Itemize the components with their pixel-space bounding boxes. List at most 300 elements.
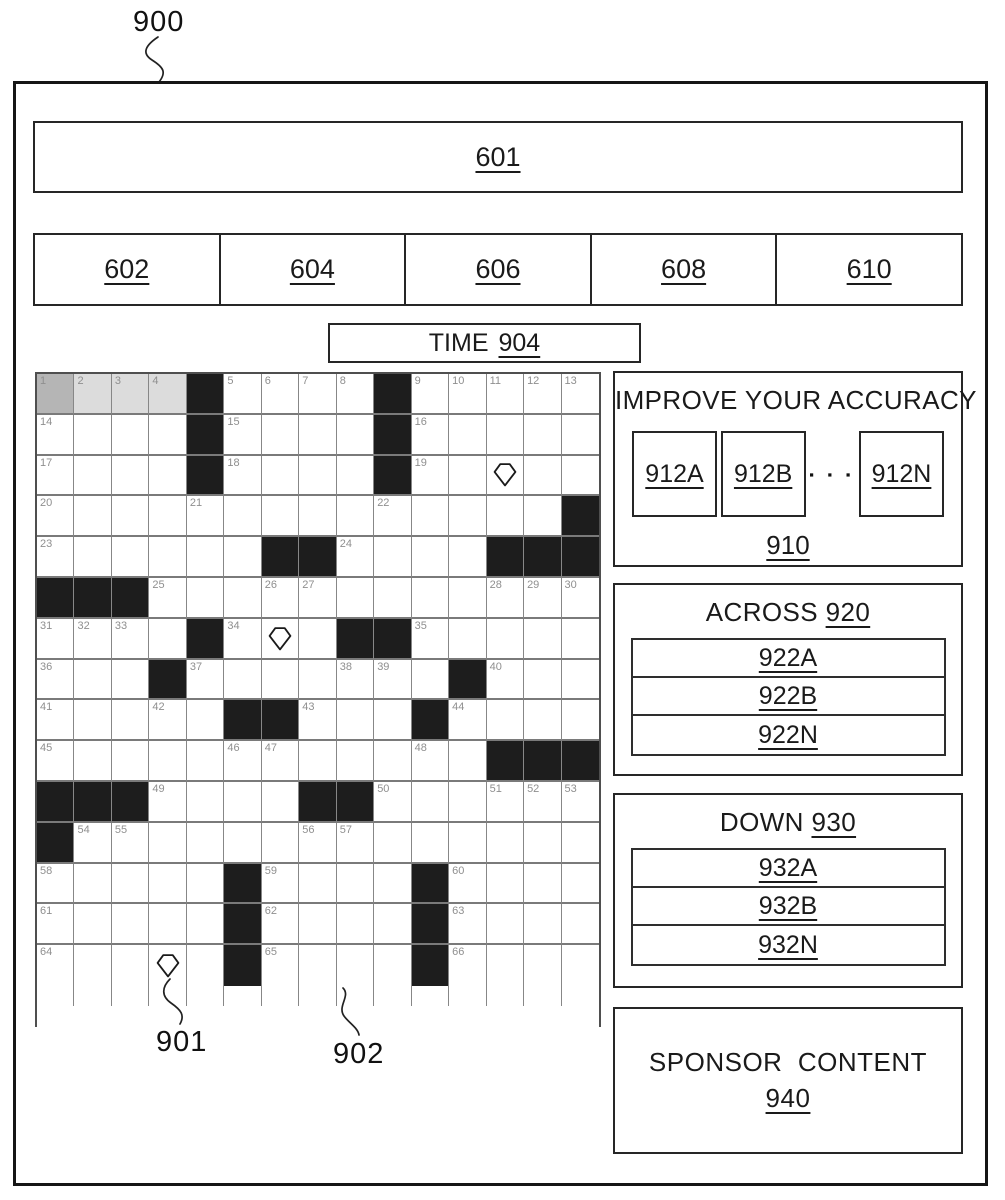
grid-cell[interactable] (562, 700, 599, 741)
grid-cell[interactable] (187, 578, 224, 619)
grid-cell[interactable] (412, 374, 449, 415)
grid-clipped-line-stub (562, 986, 599, 1006)
cell-number: 42 (152, 701, 165, 714)
grid-cell[interactable] (337, 537, 374, 578)
cell-number: 53 (564, 782, 577, 795)
toolbar-item-label: 610 (846, 254, 892, 284)
grid-cell[interactable] (374, 945, 411, 986)
grid-cell[interactable] (524, 660, 561, 701)
grid-cell[interactable] (37, 496, 74, 537)
down-panel (613, 793, 963, 988)
cell-number: 46 (227, 742, 240, 755)
grid-cell[interactable] (562, 823, 599, 864)
grid-cell[interactable] (149, 496, 186, 537)
grid-cell[interactable] (374, 741, 411, 782)
grid-cell[interactable] (299, 660, 336, 701)
grid-cell[interactable] (374, 700, 411, 741)
grid-cell[interactable] (374, 823, 411, 864)
grid-cell[interactable] (524, 619, 561, 660)
grid-cell[interactable] (149, 782, 186, 823)
down-clue-item-932b[interactable] (633, 888, 944, 926)
grid-cell[interactable] (337, 578, 374, 619)
grid-cell[interactable] (74, 374, 111, 415)
grid-black-cell (37, 823, 74, 864)
across-clue-item-922b[interactable] (633, 678, 944, 716)
grid-cell[interactable] (487, 864, 524, 905)
grid-cell[interactable] (374, 782, 411, 823)
grid-cell[interactable] (412, 741, 449, 782)
accuracy-card-912n[interactable] (859, 431, 944, 517)
grid-cell[interactable] (449, 374, 486, 415)
grid-cell[interactable] (149, 823, 186, 864)
grid-clipped-line-stub (112, 986, 149, 1006)
cell-number: 62 (264, 905, 278, 918)
grid-cell[interactable] (187, 904, 224, 945)
grid-cell[interactable] (562, 619, 599, 660)
grid-cell[interactable] (112, 864, 149, 905)
grid-clipped-line-stub (74, 986, 111, 1006)
diamond-hint-icon (267, 625, 293, 652)
across-clue-item-922a[interactable] (633, 640, 944, 678)
grid-cell[interactable] (524, 496, 561, 537)
cell-number: 47 (264, 742, 278, 755)
grid-black-cell (562, 496, 599, 537)
grid-cell[interactable] (562, 945, 599, 986)
grid-black-cell (337, 619, 374, 660)
grid-cell[interactable] (224, 660, 261, 701)
clue-item-label: 922B (758, 681, 818, 710)
across-panel-title (615, 597, 961, 628)
grid-cell[interactable] (449, 782, 486, 823)
grid-cell[interactable] (112, 741, 149, 782)
grid-cell[interactable] (374, 537, 411, 578)
grid-cell[interactable] (337, 496, 374, 537)
cell-number: 18 (227, 456, 240, 469)
grid-clipped-line-stub (374, 986, 411, 1006)
grid-cell[interactable] (299, 578, 336, 619)
cell-number: 33 (114, 619, 128, 632)
ellipsis-dots-icon: ▪ ▪ ▪ (809, 466, 856, 482)
grid-cell[interactable] (74, 864, 111, 905)
toolbar-item-606[interactable] (406, 235, 592, 304)
grid-cell[interactable] (487, 415, 524, 456)
grid-cell[interactable] (449, 619, 486, 660)
grid-cell[interactable] (487, 904, 524, 945)
grid-black-cell (299, 537, 336, 578)
cell-number: 6 (264, 375, 271, 387)
grid-cell[interactable] (112, 660, 149, 701)
grid-cell[interactable] (524, 782, 561, 823)
grid-cell[interactable] (449, 415, 486, 456)
cell-number: 51 (489, 782, 502, 795)
sponsor-content-label: SPONSOR CONTENT (648, 1047, 928, 1077)
grid-cell[interactable] (562, 782, 599, 823)
crossword-grid (35, 372, 601, 1027)
cell-number: 28 (489, 578, 502, 591)
grid-cell[interactable] (224, 456, 261, 497)
cell-number: 3 (114, 375, 122, 387)
grid-black-cell (187, 456, 224, 497)
clue-item-label: 922A (758, 643, 818, 672)
across-title-text: ACROSS (705, 597, 818, 627)
grid-cell[interactable] (112, 415, 149, 456)
grid-cell[interactable] (299, 945, 336, 986)
grid-clipped-line-stub (524, 986, 561, 1006)
grid-cell[interactable] (562, 456, 599, 497)
grid-cell[interactable] (37, 456, 74, 497)
grid-cell[interactable] (524, 864, 561, 905)
grid-clipped-line-stub (449, 986, 486, 1006)
clue-item-label: 922N (758, 720, 818, 749)
grid-cell[interactable] (262, 660, 299, 701)
grid-cell[interactable] (412, 456, 449, 497)
grid-cell[interactable] (262, 415, 299, 456)
grid-black-cell (412, 700, 449, 741)
cell-number: 31 (40, 619, 53, 632)
grid-cell[interactable] (374, 904, 411, 945)
toolbar-item-label: 604 (289, 254, 335, 284)
grid-cell[interactable] (449, 904, 486, 945)
grid-cell[interactable] (562, 864, 599, 905)
accuracy-panel-title: IMPROVE YOUR ACCURACY (615, 385, 977, 415)
grid-cell[interactable] (487, 619, 524, 660)
cell-number: 2 (77, 375, 84, 387)
cell-number: 58 (40, 864, 53, 877)
grid-cell[interactable] (299, 619, 336, 660)
grid-cell[interactable] (74, 496, 111, 537)
grid-cell[interactable] (337, 864, 374, 905)
accuracy-card-912b[interactable] (721, 431, 806, 517)
grid-cell[interactable] (74, 415, 111, 456)
down-clue-list (631, 848, 946, 966)
grid-black-cell (374, 374, 411, 415)
grid-cell[interactable] (487, 578, 524, 619)
grid-cell[interactable] (112, 619, 149, 660)
grid-black-cell (299, 782, 336, 823)
grid-cell[interactable] (449, 578, 486, 619)
grid-cell[interactable] (374, 864, 411, 905)
grid-cell[interactable] (149, 741, 186, 782)
grid-cell[interactable] (149, 578, 186, 619)
grid-cell[interactable] (224, 374, 261, 415)
grid-cell[interactable] (412, 782, 449, 823)
cell-number: 36 (40, 660, 53, 673)
grid-cell[interactable] (374, 660, 411, 701)
grid-cell[interactable] (487, 823, 524, 864)
grid-cell[interactable] (524, 415, 561, 456)
grid-cell[interactable] (262, 496, 299, 537)
grid-cell[interactable] (299, 700, 336, 741)
figure-label-901: 901 (156, 1026, 208, 1058)
grid-cell[interactable] (412, 496, 449, 537)
grid-cell[interactable] (449, 456, 486, 497)
cell-number: 26 (264, 578, 278, 591)
grid-cell[interactable] (112, 456, 149, 497)
grid-cell[interactable] (149, 537, 186, 578)
grid-cell[interactable] (449, 537, 486, 578)
grid-black-cell (262, 537, 299, 578)
grid-cell[interactable] (562, 578, 599, 619)
grid-cell[interactable] (149, 456, 186, 497)
grid-cell[interactable] (74, 904, 111, 945)
grid-cell[interactable] (224, 537, 261, 578)
grid-cell[interactable] (487, 456, 524, 497)
grid-black-cell (224, 904, 261, 945)
grid-black-cell (224, 700, 261, 741)
cell-number: 64 (40, 946, 53, 959)
grid-cell[interactable] (337, 823, 374, 864)
grid-cell[interactable] (299, 904, 336, 945)
grid-cell[interactable] (187, 660, 224, 701)
grid-cell[interactable] (37, 741, 74, 782)
grid-cell[interactable] (524, 456, 561, 497)
grid-cell[interactable] (374, 496, 411, 537)
grid-clipped-line-stub (262, 986, 299, 1006)
grid-cell[interactable] (299, 415, 336, 456)
cell-number: 23 (40, 538, 53, 551)
grid-black-cell (374, 456, 411, 497)
grid-cell[interactable] (299, 456, 336, 497)
grid-cell[interactable] (412, 823, 449, 864)
grid-cell[interactable] (74, 700, 111, 741)
cell-number: 24 (339, 538, 352, 551)
grid-cell[interactable] (187, 823, 224, 864)
grid-cell[interactable] (37, 700, 74, 741)
grid-cell[interactable] (187, 782, 224, 823)
grid-cell[interactable] (112, 537, 149, 578)
grid-cell[interactable] (487, 782, 524, 823)
cell-number: 34 (227, 619, 240, 632)
grid-black-cell (487, 741, 524, 782)
grid-cell[interactable] (37, 415, 74, 456)
grid-cell[interactable] (149, 619, 186, 660)
grid-cell[interactable] (187, 864, 224, 905)
grid-cell[interactable] (112, 945, 149, 986)
grid-cell[interactable] (112, 496, 149, 537)
grid-cell[interactable] (524, 700, 561, 741)
grid-cell[interactable] (562, 415, 599, 456)
grid-cell[interactable] (224, 823, 261, 864)
grid-cell[interactable] (337, 945, 374, 986)
grid-cell[interactable] (524, 945, 561, 986)
grid-cell[interactable] (74, 945, 111, 986)
grid-cell[interactable] (37, 864, 74, 905)
grid-cell[interactable] (299, 741, 336, 782)
grid-cell[interactable] (74, 619, 111, 660)
grid-black-cell (262, 700, 299, 741)
grid-cell[interactable] (562, 374, 599, 415)
grid-black-cell (224, 864, 261, 905)
grid-cell[interactable] (224, 415, 261, 456)
cell-number: 40 (489, 660, 502, 673)
grid-cell[interactable] (149, 904, 186, 945)
grid-cell[interactable] (337, 660, 374, 701)
grid-cell[interactable] (449, 741, 486, 782)
grid-cell[interactable] (299, 864, 336, 905)
grid-cell[interactable] (337, 456, 374, 497)
cell-number: 8 (339, 375, 346, 387)
cell-number: 9 (414, 375, 421, 387)
cell-number: 16 (414, 415, 427, 428)
grid-cell[interactable] (487, 700, 524, 741)
grid-cell[interactable] (299, 496, 336, 537)
down-clue-item-932n[interactable] (633, 926, 944, 964)
accuracy-panel-ref: 910 (766, 530, 810, 560)
grid-cell[interactable] (37, 374, 74, 415)
grid-black-cell (562, 537, 599, 578)
grid-cell[interactable] (262, 578, 299, 619)
grid-cell[interactable] (112, 374, 149, 415)
banner-region-601[interactable] (33, 121, 963, 193)
grid-cell[interactable] (112, 904, 149, 945)
grid-cell[interactable] (412, 619, 449, 660)
grid-cell[interactable] (112, 823, 149, 864)
grid-cell[interactable] (262, 374, 299, 415)
grid-cell[interactable] (149, 700, 186, 741)
grid-cell[interactable] (224, 496, 261, 537)
grid-cell[interactable] (449, 864, 486, 905)
grid-cell[interactable] (412, 537, 449, 578)
grid-cell[interactable] (374, 578, 411, 619)
grid-black-cell (524, 741, 561, 782)
cell-number: 11 (489, 375, 502, 387)
grid-cell[interactable] (412, 660, 449, 701)
grid-cell[interactable] (449, 700, 486, 741)
accuracy-card-label: 912N (871, 459, 932, 488)
cell-number: 32 (77, 619, 90, 632)
grid-cell[interactable] (449, 823, 486, 864)
grid-cell[interactable] (487, 374, 524, 415)
grid-cell[interactable] (487, 660, 524, 701)
grid-cell[interactable] (149, 864, 186, 905)
grid-cell[interactable] (224, 782, 261, 823)
grid-cell[interactable] (524, 904, 561, 945)
grid-cell[interactable] (187, 741, 224, 782)
grid-cell[interactable] (562, 660, 599, 701)
grid-cell[interactable] (37, 660, 74, 701)
grid-cell[interactable] (262, 619, 299, 660)
grid-black-cell (74, 782, 111, 823)
cell-number: 37 (189, 660, 203, 673)
timer-ref-label: 904 (498, 328, 541, 357)
grid-cell[interactable] (299, 823, 336, 864)
grid-cell[interactable] (337, 904, 374, 945)
grid-clipped-line-stub (299, 986, 336, 1006)
grid-black-cell (112, 782, 149, 823)
cell-number: 55 (114, 823, 128, 836)
grid-cell[interactable] (262, 823, 299, 864)
grid-cell[interactable] (487, 945, 524, 986)
grid-cell[interactable] (224, 741, 261, 782)
grid-cell[interactable] (37, 945, 74, 986)
grid-cell[interactable] (262, 456, 299, 497)
cell-number: 61 (40, 905, 53, 918)
grid-cell[interactable] (262, 782, 299, 823)
grid-cell[interactable] (149, 374, 186, 415)
grid-cell[interactable] (187, 496, 224, 537)
grid-cell[interactable] (37, 537, 74, 578)
grid-black-cell (412, 864, 449, 905)
cell-number: 60 (452, 864, 465, 877)
grid-cell[interactable] (262, 904, 299, 945)
grid-cell[interactable] (224, 578, 261, 619)
grid-cell[interactable] (74, 537, 111, 578)
grid-cell[interactable] (337, 741, 374, 782)
grid-cell[interactable] (524, 823, 561, 864)
grid-cell[interactable] (74, 741, 111, 782)
cell-number: 13 (564, 375, 577, 387)
cell-number: 29 (527, 578, 540, 591)
grid-cell[interactable] (74, 456, 111, 497)
grid-cell[interactable] (74, 823, 111, 864)
cell-number: 12 (527, 375, 540, 387)
down-clue-item-932a[interactable] (633, 850, 944, 888)
grid-cell[interactable] (262, 864, 299, 905)
grid-cell[interactable] (449, 496, 486, 537)
cell-number: 41 (40, 701, 53, 714)
grid-cell[interactable] (524, 374, 561, 415)
across-panel (613, 583, 963, 776)
grid-cell[interactable] (262, 945, 299, 986)
cell-number: 49 (152, 782, 165, 795)
diamond-hint-icon (155, 952, 181, 979)
grid-cell[interactable] (337, 415, 374, 456)
grid-clipped-line-stub (487, 986, 524, 1006)
toolbar-item-604[interactable] (221, 235, 407, 304)
sponsor-content-panel[interactable] (613, 1007, 963, 1154)
grid-cell[interactable] (149, 415, 186, 456)
title-space (818, 597, 826, 627)
cell-number: 19 (414, 456, 427, 469)
toolbar-item-602[interactable] (35, 235, 221, 304)
grid-cell[interactable] (412, 415, 449, 456)
grid-cell[interactable] (112, 700, 149, 741)
cell-number: 39 (377, 660, 390, 673)
grid-cell[interactable] (37, 904, 74, 945)
across-clue-item-922n[interactable] (633, 716, 944, 754)
accuracy-card-912a[interactable] (632, 431, 717, 517)
grid-cell[interactable] (449, 945, 486, 986)
accuracy-card-label: 912A (645, 459, 704, 488)
banner-ref-label: 601 (475, 141, 521, 172)
toolbar-item-label: 606 (475, 254, 521, 284)
grid-cell[interactable] (37, 619, 74, 660)
accuracy-cards-row (632, 431, 944, 517)
toolbar-item-label: 602 (104, 254, 150, 284)
grid-cell[interactable] (187, 700, 224, 741)
grid-clipped-line-stub (412, 986, 449, 1006)
cell-number: 44 (452, 701, 465, 714)
grid-cell[interactable] (337, 700, 374, 741)
grid-cell[interactable] (187, 537, 224, 578)
grid-cell[interactable] (524, 578, 561, 619)
toolbar-item-610[interactable] (777, 235, 961, 304)
grid-clipped-line-stub (37, 986, 74, 1006)
cell-number: 63 (452, 905, 465, 918)
grid-cell[interactable] (487, 496, 524, 537)
grid-cell[interactable] (224, 619, 261, 660)
cell-number: 30 (564, 578, 577, 591)
grid-cell[interactable] (262, 741, 299, 782)
grid-black-cell (412, 945, 449, 986)
grid-cell[interactable] (562, 904, 599, 945)
cell-number: 4 (152, 375, 159, 387)
grid-cell[interactable] (299, 374, 336, 415)
toolbar-item-608[interactable] (592, 235, 778, 304)
grid-cell[interactable] (412, 578, 449, 619)
grid-cell[interactable] (337, 374, 374, 415)
grid-cell[interactable] (74, 660, 111, 701)
